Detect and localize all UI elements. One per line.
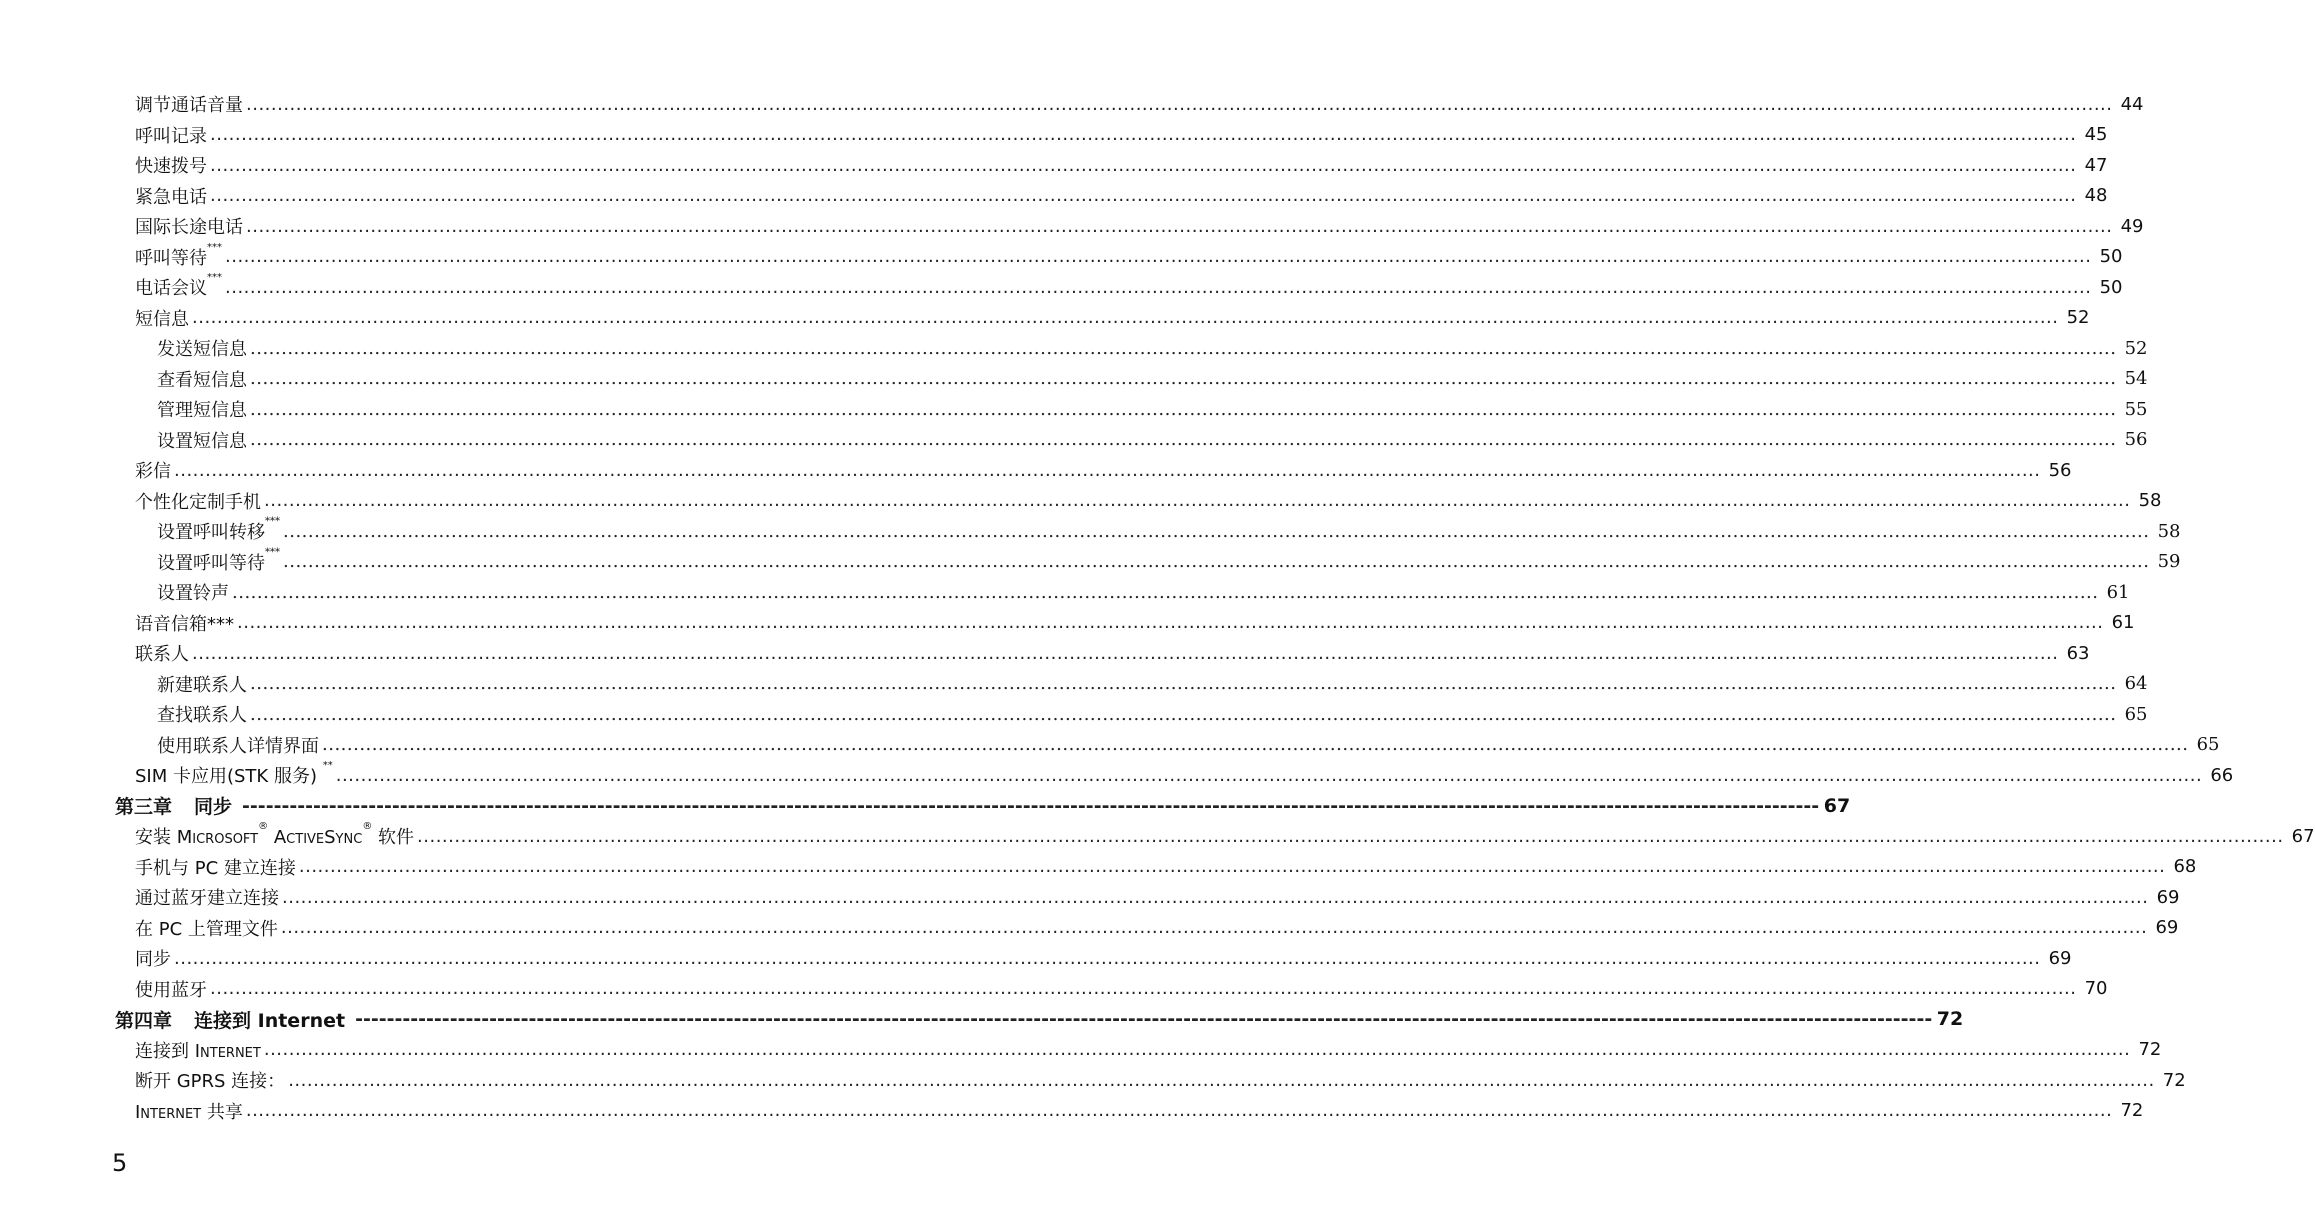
toc-subentry[interactable] xyxy=(0,546,2181,578)
chapter-number: 第三章 xyxy=(115,796,173,819)
dot-leader: ............................................................................................................................................................................................................................................................................................................ xyxy=(225,276,2092,298)
dot-leader: ............................................................................................................................................................................................................................................................................................................ xyxy=(250,673,2117,695)
toc-entry-page: 69 xyxy=(2155,917,2179,939)
toc-entry-title: 设置铃声 xyxy=(157,583,229,605)
dot-leader: ............................................................................................................................................................................................................................................................................................................ xyxy=(282,886,2149,908)
dot-leader: ............................................................................................................................................................................................................................................................................................................ xyxy=(232,581,2099,603)
toc-entry-page: 67 xyxy=(2291,825,2315,847)
toc-entry-page: 67 xyxy=(1823,794,1851,817)
toc-entry[interactable] xyxy=(0,241,2123,273)
toc-entry-title: 通过蓝牙建立连接 xyxy=(135,888,279,910)
chapter-title: 同步 xyxy=(194,796,233,819)
toc-entry-title: 使用联系人详情界面 xyxy=(157,735,319,757)
toc-entry[interactable] xyxy=(0,211,2144,242)
dot-leader: ............................................................................................................................................................................................................................................................................................................ xyxy=(250,368,2117,390)
dot-leader: ............................................................................................................................................................................................................................................................................................................ xyxy=(283,551,2150,573)
toc-entry-page: 66 xyxy=(2210,764,2234,786)
toc-entry-page: 44 xyxy=(2120,93,2144,115)
footnote-marker: *** xyxy=(207,241,222,253)
toc-entry-page: 69 xyxy=(2156,886,2180,908)
toc-entry-title-wrap xyxy=(135,762,333,788)
toc-entry-page: 48 xyxy=(2084,185,2108,207)
dot-leader: ............................................................................................................................................................................................................................................................................................................ xyxy=(288,1069,2155,1091)
toc-entry-page: 68 xyxy=(2173,856,2197,878)
toc-subentry[interactable] xyxy=(0,669,2148,700)
toc-entry[interactable] xyxy=(0,760,2234,791)
dot-leader: ............................................................................................................................................................................................................................................................................................................ xyxy=(263,1039,2131,1061)
toc-entry-page: 52 xyxy=(2124,337,2148,359)
toc-entry[interactable] xyxy=(0,303,2090,334)
toc-subentry[interactable] xyxy=(0,516,2181,547)
toc-entry-page: 56 xyxy=(2124,429,2148,451)
dot-leader: ............................................................................................................................................................................................................................................................................................................ xyxy=(280,917,2148,939)
dot-leader: ............................................................................................................................................................................................................................................................................................................ xyxy=(210,154,2077,176)
toc-entry-page: 58 xyxy=(2138,490,2162,512)
toc-entry-title: 联系人 xyxy=(135,644,189,666)
toc-entry[interactable] xyxy=(0,89,2144,120)
toc-entry-page: 65 xyxy=(2124,703,2148,725)
toc-entry-page: 61 xyxy=(2111,612,2135,634)
footnote-marker: *** xyxy=(265,516,280,528)
chapter-heading xyxy=(115,792,232,819)
toc-subentry[interactable] xyxy=(0,699,2148,730)
dot-leader: ............................................................................................................................................................................................................................................................................................................ xyxy=(335,764,2203,786)
toc-entry[interactable] xyxy=(0,638,2090,669)
title-part-brand: Internet xyxy=(135,1101,202,1123)
dot-leader: ............................................................................................................................................................................................................................................................................................................ xyxy=(250,337,2117,359)
chapter-heading xyxy=(115,1006,345,1033)
toc-entry[interactable] xyxy=(0,1035,2162,1066)
toc-entry-title: 使用蓝牙 xyxy=(135,979,207,1001)
dot-leader: ............................................................................................................................................................................................................................................................................................................ xyxy=(210,124,2077,146)
title-part: 软件 xyxy=(372,827,415,849)
toc-subentry[interactable] xyxy=(0,730,2220,761)
toc-entry-title: 个性化定制手机 xyxy=(135,491,261,513)
toc-entry-title-wrap xyxy=(135,1098,243,1124)
toc-entry[interactable] xyxy=(0,821,2315,852)
dot-leader: ............................................................................................................................................................................................................................................................................................................ xyxy=(283,520,2150,542)
title-part: 连接到 xyxy=(135,1040,195,1062)
toc-entry-page: 59 xyxy=(2157,551,2181,573)
toc-entry-page: 61 xyxy=(2106,581,2130,603)
toc-entry-title: 国际长途电话 xyxy=(135,217,243,239)
toc-entry[interactable] xyxy=(0,974,2108,1005)
toc-entry-title-wrap xyxy=(135,1037,261,1063)
dot-leader: ............................................................................................................................................................................................................................................................................................................ xyxy=(174,947,2041,969)
toc-entry-title-wrap xyxy=(135,274,222,300)
chapter-number: 第四章 xyxy=(115,1009,173,1032)
dot-leader: ............................................................................................................................................................................................................................................................................................................ xyxy=(192,642,2059,664)
dash-leader: -------------------------------------------------------------------------------------------------------------------------------------------------------------------------------------------------------- xyxy=(242,794,1820,817)
footnote-marker: *** xyxy=(265,546,280,558)
toc-entry-page: 47 xyxy=(2084,154,2108,176)
toc-entry[interactable] xyxy=(0,608,2135,639)
toc-subentry[interactable] xyxy=(0,394,2148,425)
dot-leader: ............................................................................................................................................................................................................................................................................................................ xyxy=(210,978,2077,1000)
toc-entry-title: 紧急电话 xyxy=(135,186,207,208)
table-of-contents xyxy=(0,89,2315,1126)
toc-entry-title: 新建联系人 xyxy=(157,674,247,696)
toc-entry-page: 72 xyxy=(1936,1008,1964,1031)
toc-entry-title: 设置呼叫转移 xyxy=(157,522,265,544)
toc-entry-page: 49 xyxy=(2120,215,2144,237)
toc-entry-title: 调节通话音量 xyxy=(135,95,243,117)
registered-mark: ® xyxy=(362,821,373,833)
page-number: 5 xyxy=(112,1149,128,1177)
toc-entry-page: 70 xyxy=(2084,978,2108,1000)
toc-entry-title-wrap xyxy=(135,823,414,849)
toc-entry-page: 69 xyxy=(2048,947,2072,969)
toc-entry-page: 45 xyxy=(2084,124,2108,146)
toc-entry-page: 72 xyxy=(2162,1069,2186,1091)
toc-entry[interactable] xyxy=(0,1096,2144,1127)
toc-entry[interactable] xyxy=(0,852,2197,883)
toc-entry-page: 50 xyxy=(2099,246,2123,268)
toc-entry-title: 彩信 xyxy=(135,461,171,483)
dot-leader: ............................................................................................................................................................................................................................................................................................................ xyxy=(246,215,2113,237)
toc-entry-title: 短信息 xyxy=(135,308,189,330)
toc-entry-title-wrap xyxy=(157,546,280,575)
footnote-marker: ** xyxy=(322,760,333,772)
toc-entry[interactable] xyxy=(0,943,2072,974)
toc-entry-title: 同步 xyxy=(135,949,171,971)
toc-entry-page: 54 xyxy=(2124,368,2148,390)
toc-entry-title: 管理短信息 xyxy=(157,400,247,422)
toc-entry[interactable] xyxy=(0,1065,2186,1096)
dot-leader: ............................................................................................................................................................................................................................................................................................................ xyxy=(245,1100,2113,1122)
title-part-brand: Microsoft xyxy=(176,827,259,849)
toc-entry-page: 72 xyxy=(2138,1039,2162,1061)
title-part-brand: Internet xyxy=(194,1040,261,1062)
toc-subentry[interactable] xyxy=(0,577,2130,608)
toc-chapter[interactable] xyxy=(0,791,1851,822)
dot-leader: ............................................................................................................................................................................................................................................................................................................ xyxy=(250,398,2117,420)
toc-entry[interactable] xyxy=(0,486,2162,517)
title-part: 安装 xyxy=(135,827,177,849)
toc-entry-page: 64 xyxy=(2124,673,2148,695)
toc-entry-title: 呼叫等待 xyxy=(135,247,207,269)
dot-leader: ............................................................................................................................................................................................................................................................................................................ xyxy=(250,429,2117,451)
toc-entry-title: 发送短信息 xyxy=(157,339,247,361)
dot-leader: ............................................................................................................................................................................................................................................................................................................ xyxy=(246,93,2113,115)
title-part-brand: ActiveSync xyxy=(273,827,363,849)
registered-mark: ® xyxy=(258,821,269,833)
dot-leader: ............................................................................................................................................................................................................................................................................................................ xyxy=(225,246,2092,268)
dash-leader: -------------------------------------------------------------------------------------------------------------------------------------------------------------------------------------------------------- xyxy=(355,1008,1933,1031)
toc-subentry[interactable] xyxy=(0,425,2148,456)
toc-entry-title: 在 PC 上管理文件 xyxy=(135,918,278,940)
dot-leader: ............................................................................................................................................................................................................................................................................................................ xyxy=(417,825,2284,847)
toc-entry-title: 断开 GPRS 连接： xyxy=(135,1071,286,1093)
toc-subentry[interactable] xyxy=(0,333,2148,364)
toc-entry-title: 语音信箱*** xyxy=(135,613,234,635)
toc-entry[interactable] xyxy=(0,272,2123,303)
dot-leader: ............................................................................................................................................................................................................................................................................................................ xyxy=(264,490,2131,512)
dot-leader: ............................................................................................................................................................................................................................................................................................................ xyxy=(174,459,2041,481)
toc-entry-title: 呼叫记录 xyxy=(135,125,207,147)
dot-leader: ............................................................................................................................................................................................................................................................................................................ xyxy=(237,612,2104,634)
toc-entry[interactable] xyxy=(0,455,2072,486)
toc-entry-title: SIM 卡应用(STK 服务) xyxy=(135,766,317,788)
dot-leader: ............................................................................................................................................................................................................................................................................................................ xyxy=(192,307,2059,329)
toc-entry[interactable] xyxy=(0,120,2108,151)
toc-entry-title-wrap xyxy=(157,518,280,544)
toc-entry-page: 56 xyxy=(2048,459,2072,481)
toc-entry[interactable] xyxy=(0,181,2108,212)
toc-entry-title: 快速拨号 xyxy=(135,156,207,178)
toc-entry-page: 50 xyxy=(2099,276,2123,298)
dot-leader: ............................................................................................................................................................................................................................................................................................................ xyxy=(322,734,2189,756)
toc-entry[interactable] xyxy=(0,882,2180,913)
toc-entry[interactable] xyxy=(0,150,2108,181)
toc-entry-page: 72 xyxy=(2120,1100,2144,1122)
toc-entry[interactable] xyxy=(0,913,2179,944)
toc-entry-title: 手机与 PC 建立连接 xyxy=(135,857,296,879)
dot-leader: ............................................................................................................................................................................................................................................................................................................ xyxy=(298,856,2166,878)
toc-entry-title: 查看短信息 xyxy=(157,369,247,391)
footnote-marker: *** xyxy=(207,272,222,284)
dot-leader: ............................................................................................................................................................................................................................................................................................................ xyxy=(250,703,2117,725)
toc-entry-page: 52 xyxy=(2066,307,2090,329)
toc-entry-title-wrap xyxy=(135,241,222,270)
toc-entry-page: 63 xyxy=(2066,642,2090,664)
toc-entry-page: 58 xyxy=(2157,520,2181,542)
dot-leader: ............................................................................................................................................................................................................................................................................................................ xyxy=(210,185,2077,207)
toc-chapter[interactable] xyxy=(0,1004,1964,1035)
chapter-title: 连接到 Internet xyxy=(194,1009,346,1032)
toc-entry-title: 查找联系人 xyxy=(157,705,247,727)
toc-subentry[interactable] xyxy=(0,364,2148,395)
toc-entry-title: 电话会议 xyxy=(135,278,207,300)
toc-entry-page: 65 xyxy=(2196,734,2220,756)
toc-entry-title: 设置呼叫等待 xyxy=(157,552,265,574)
toc-entry-title: 设置短信息 xyxy=(157,430,247,452)
title-part: 共享 xyxy=(201,1101,243,1123)
toc-entry-page: 55 xyxy=(2124,398,2148,420)
